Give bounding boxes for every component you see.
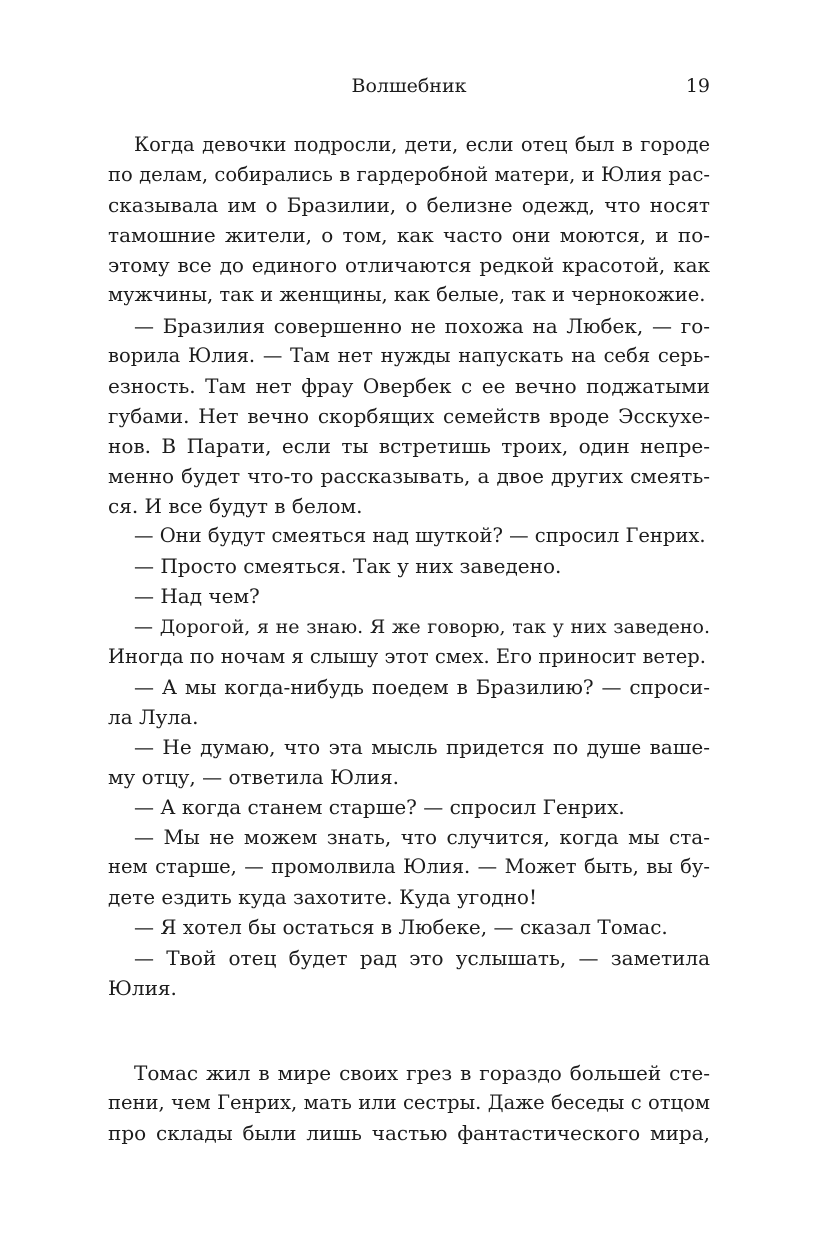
text-line: тамошние жители, о том, как часто они моются, и по- bbox=[108, 223, 710, 248]
paragraph bbox=[108, 311, 710, 522]
text-line: нов. В Парати, если ты встретишь троих, один непре- bbox=[108, 433, 710, 458]
paragraph bbox=[108, 612, 710, 672]
text-line: Томас жил в мире своих грез в гораздо большей сте- bbox=[134, 1060, 710, 1085]
text-line: ла Лула. bbox=[108, 704, 199, 729]
text-line: ворила Юлия. — Там нет нужды напускать на себя серь- bbox=[108, 343, 710, 367]
text-line: губами. Нет вечно скорбящих семейств вроде Эсскухе- bbox=[108, 403, 710, 428]
body-text bbox=[108, 130, 710, 1148]
text-line: езность. Там нет фрау Овербек с ее вечно поджатыми bbox=[108, 373, 710, 398]
paragraph bbox=[108, 521, 710, 551]
section-break bbox=[108, 1003, 710, 1058]
text-line: нем старше, — промолвила Юлия. — Может быть, вы бу- bbox=[108, 855, 710, 879]
text-line: пени, чем Генрих, мать или сестры. Даже беседы с отцом bbox=[108, 1090, 710, 1114]
text-line: — Мы не можем знать, что случится, когда мы ста- bbox=[134, 825, 710, 850]
text-line: мужчины, так и женщины, как белые, так и чернокожие. bbox=[108, 283, 706, 307]
paragraph bbox=[108, 130, 710, 311]
paragraph bbox=[108, 912, 710, 942]
text-line: Когда девочки подросли, дети, если отец был в городе bbox=[134, 133, 710, 156]
paragraph bbox=[108, 732, 710, 792]
paragraph bbox=[108, 581, 710, 611]
paragraph bbox=[108, 551, 710, 581]
text-line: — Просто смеяться. Так у них заведено. bbox=[134, 554, 562, 579]
paragraph bbox=[108, 822, 710, 912]
paragraph bbox=[108, 792, 710, 822]
text-line: — А когда станем старше? — спросил Генрих. bbox=[134, 795, 625, 820]
text-line: про склады были лишь частью фантастического мира, bbox=[108, 1120, 710, 1145]
text-line: — Они будут смеяться над шуткой? — спросил Генрих. bbox=[134, 524, 706, 548]
paragraph bbox=[108, 1058, 710, 1148]
text-line: Юлия. bbox=[108, 975, 177, 1000]
page-number: 19 bbox=[685, 75, 710, 97]
paragraph bbox=[108, 672, 710, 732]
text-line: — Бразилия совершенно не похожа на Любек, — го- bbox=[134, 313, 710, 338]
text-line: дете ездить куда захотите. Куда угодно! bbox=[108, 885, 537, 910]
text-line: му отцу, — ответила Юлия. bbox=[108, 764, 399, 789]
text-line: — Я хотел бы остаться в Любеке, — сказал Томас. bbox=[134, 915, 668, 940]
text-line: — Твой отец будет рад это услышать, — заметила bbox=[134, 945, 710, 970]
text-line: Иногда по ночам я слышу этот смех. Его приносит ветер. bbox=[108, 644, 706, 668]
text-line: по делам, собирались в гардеробной матери, и Юлия рас- bbox=[108, 163, 710, 187]
text-line: — А мы когда-нибудь поедем в Бразилию? — спроси- bbox=[134, 674, 710, 699]
text-line: — Не думаю, что эта мысль придется по душе ваше- bbox=[134, 734, 710, 759]
text-line: ся. И все будут в белом. bbox=[108, 494, 363, 519]
running-title: Волшебник bbox=[351, 75, 467, 97]
text-line: — Дорогой, я не знаю. Я же говорю, так у них заведено. bbox=[134, 615, 710, 638]
text-line: этому все до единого отличаются редкой красотой, как bbox=[108, 253, 710, 278]
text-line: — Над чем? bbox=[134, 584, 260, 609]
running-head bbox=[108, 71, 710, 101]
text-line: сказывала им о Бразилии, о белизне одежд, что носят bbox=[108, 193, 710, 218]
paragraph bbox=[108, 943, 710, 1003]
text-line: менно будет что-то рассказывать, а двое других смеять- bbox=[108, 464, 710, 489]
